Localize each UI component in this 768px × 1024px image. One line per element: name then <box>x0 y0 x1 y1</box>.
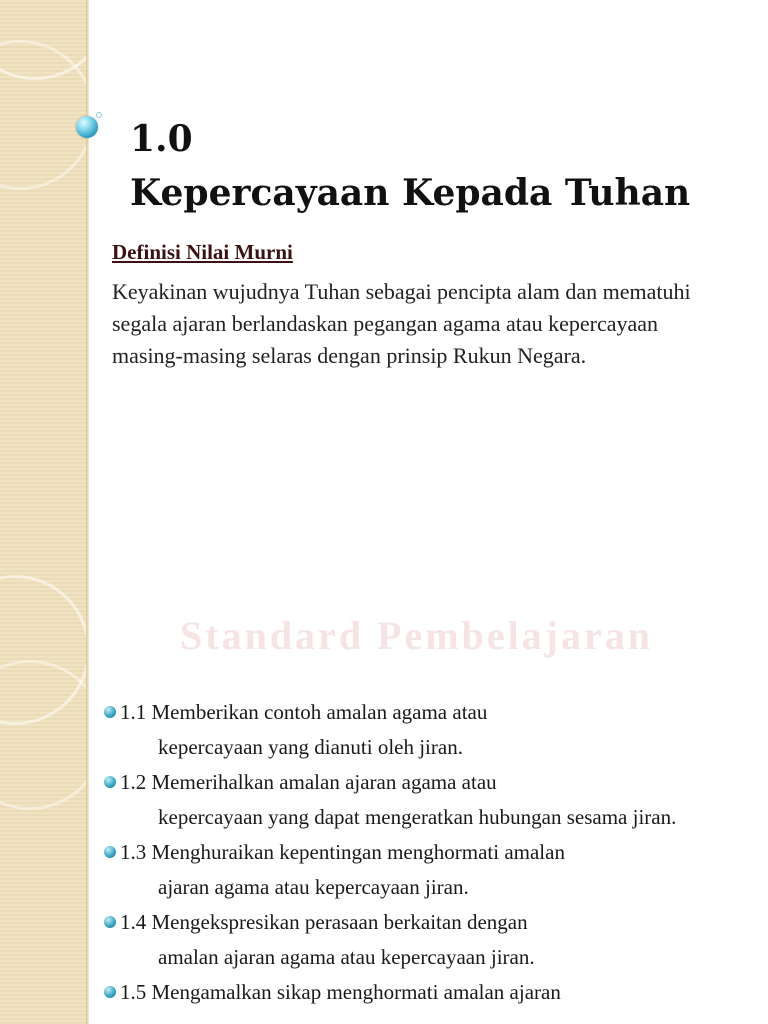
list-item <box>104 695 744 765</box>
list-item <box>104 905 744 975</box>
list-item-continuation: ajaran agama atau kepercayaan jiran. <box>158 875 469 899</box>
bullet-icon <box>104 846 116 858</box>
slide-title <box>130 112 690 220</box>
list-item-continuation: kepercayaan yang dianuti oleh jiran. <box>158 735 463 759</box>
list-item-continuation: amalan ajaran agama atau kepercayaan jiran. <box>158 945 535 969</box>
title-orb-icon <box>76 116 98 138</box>
list-item <box>104 765 744 835</box>
list-item-text: 1.4 Mengekspresikan perasaan berkaitan dengan <box>120 910 528 934</box>
list-item <box>104 835 744 905</box>
small-orb-icon <box>96 112 102 118</box>
decorative-side-strip <box>0 0 88 1024</box>
definition-text: Keyakinan wujudnya Tuhan sebagai pencipta alam dan mematuhi segala ajaran berlandaskan pegangan agama atau kepercayaan masing-masing selaras dengan prinsip Rukun Negara. <box>112 279 691 368</box>
list-item-text: 1.3 Menghuraikan kepentingan menghormati amalan <box>120 840 565 864</box>
definition-heading: Definisi Nilai Murni <box>112 240 293 264</box>
list-item <box>104 975 744 1010</box>
bullet-icon <box>104 916 116 928</box>
watermark-heading: Standard Pembelajaran <box>180 613 653 658</box>
list-item-text: 1.1 Memberikan contoh amalan agama atau <box>120 700 488 724</box>
list-item-continuation: kepercayaan yang dapat mengeratkan hubungan sesama jiran. <box>158 805 677 829</box>
list-item-text: 1.2 Memerihalkan amalan ajaran agama atau <box>120 770 497 794</box>
title-number: 1.0 <box>130 118 193 160</box>
decorative-ring <box>0 660 88 810</box>
bullet-icon <box>104 776 116 788</box>
learning-standards-list <box>104 695 744 1010</box>
title-text: Kepercayaan Kepada Tuhan <box>130 172 691 214</box>
strip-edge-divider <box>86 0 89 1024</box>
bullet-icon <box>104 986 116 998</box>
bullet-icon <box>104 706 116 718</box>
list-item-text: 1.5 Mengamalkan sikap menghormati amalan ajaran <box>120 980 561 1004</box>
